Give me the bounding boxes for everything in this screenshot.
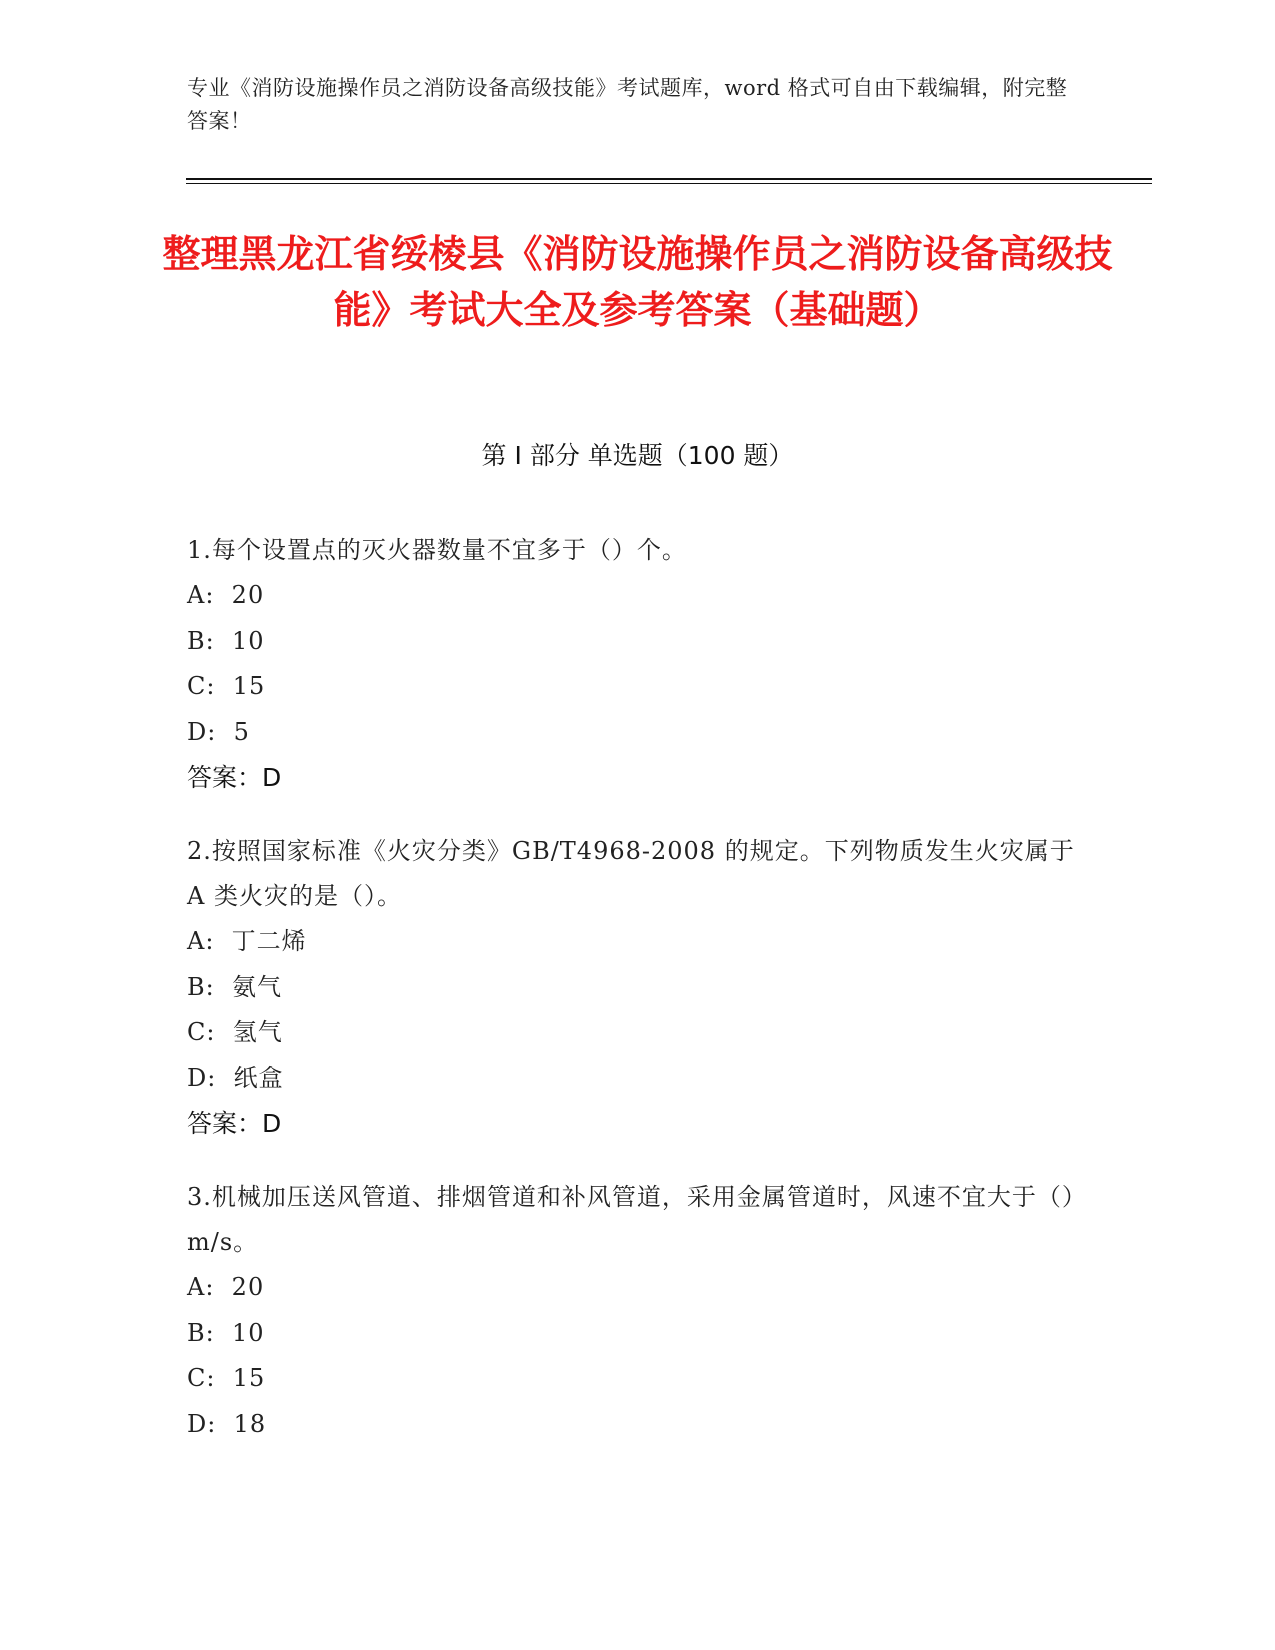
- option-d: D: 纸盒: [187, 1063, 284, 1092]
- header-rule-thick: [186, 178, 1152, 180]
- option-a: A: 丁二烯: [187, 927, 307, 955]
- option-b: B: 氨气: [187, 972, 282, 1001]
- question-stem: 1.每个设置点的灭火器数量不宜多于（）个。: [187, 536, 687, 564]
- option-a: A: 20: [187, 1273, 265, 1301]
- answer-line: 答案：D: [187, 763, 282, 792]
- question-stem: 2.按照国家标准《火灾分类》GB/T4968-2008 的规定。下列物质发生火灾属于 A 类火灾的是（）。: [187, 837, 1075, 910]
- option-c: C: 氢气: [187, 1018, 283, 1046]
- option-d: D: 18: [187, 1409, 267, 1438]
- option-b: B: 10: [187, 626, 265, 655]
- question-1: [187, 528, 1087, 800]
- option-b: B: 10: [187, 1318, 265, 1347]
- page-header-text: 专业《消防设施操作员之消防设备高级技能》考试题库，word 格式可自由下载编辑，附完整答案！: [187, 76, 1068, 133]
- question-3: [187, 1175, 1087, 1447]
- header-rule-thin: [186, 183, 1152, 184]
- option-c: C: 15: [187, 672, 266, 700]
- section-heading: 第 I 部分 单选题（100 题）: [481, 441, 794, 470]
- question-list: [187, 528, 1087, 1476]
- option-a: A: 20: [187, 581, 265, 609]
- option-d: D: 5: [187, 717, 250, 746]
- option-c: C: 15: [187, 1364, 266, 1392]
- question-2: [187, 829, 1087, 1146]
- document-title: 整理黑龙江省绥棱县《消防设施操作员之消防设备高级技能》考试大全及参考答案（基础题）: [162, 232, 1113, 332]
- answer-line: 答案：D: [187, 1109, 282, 1138]
- question-stem: 3.机械加压送风管道、排烟管道和补风管道，采用金属管道时，风速不宜大于（）m/s。: [187, 1183, 1087, 1256]
